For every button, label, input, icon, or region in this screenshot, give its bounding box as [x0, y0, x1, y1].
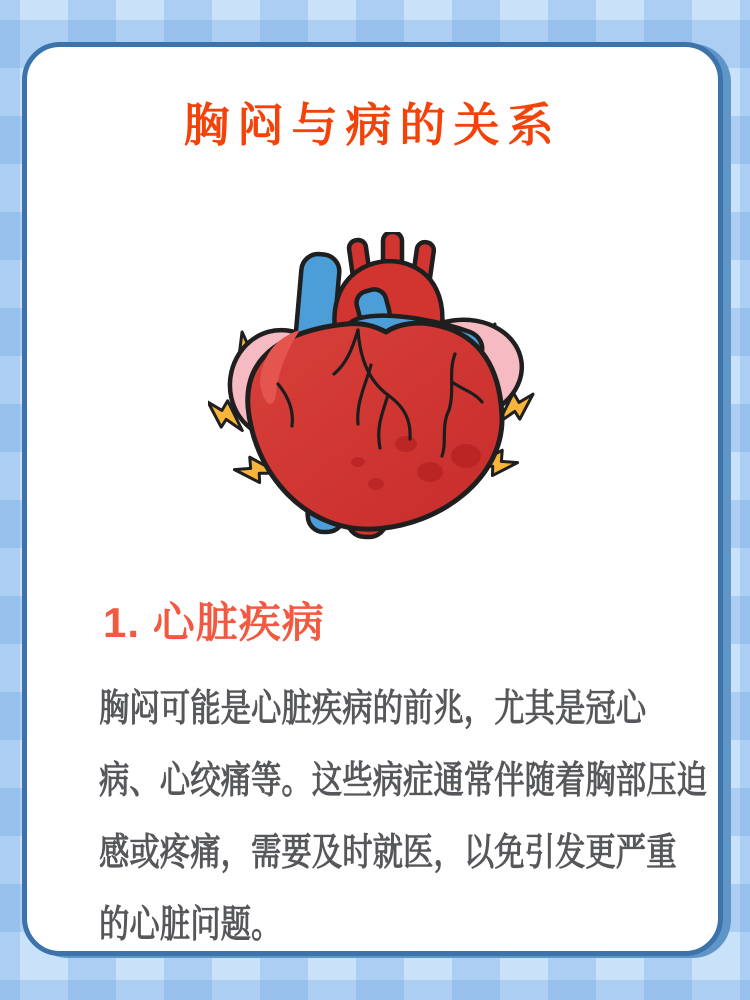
page-title: 胸闷与病的关系 [183, 99, 562, 151]
paragraph-line: 感或疼痛，需要及时就医，以免引发更严重 [99, 832, 677, 874]
paragraph-line: 病、心绞痛等。这些病症通常伴随着胸部压迫 [99, 760, 708, 802]
paragraph-line: 的心脏问题。 [99, 904, 282, 946]
heart-graphic [222, 232, 527, 538]
section-heart-disease [27, 597, 718, 956]
paragraph-line: 胸闷可能是心脏疾病的前兆，尤其是冠心 [99, 688, 647, 730]
illustration-container [27, 232, 718, 547]
content-card [22, 42, 723, 956]
section-heading: 1. 心脏疾病 [103, 599, 325, 646]
paragraph [99, 673, 708, 956]
heart-illustration [208, 232, 538, 542]
